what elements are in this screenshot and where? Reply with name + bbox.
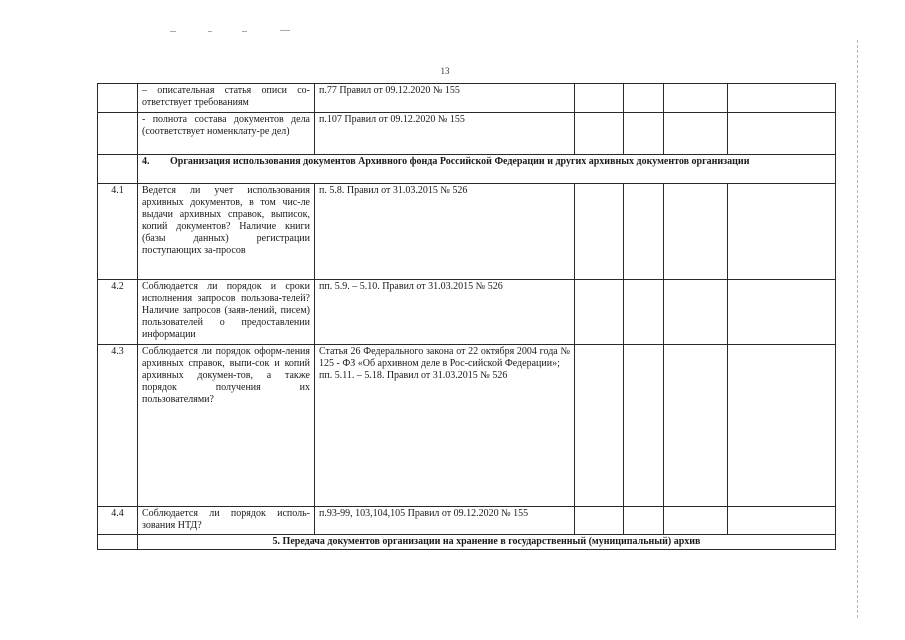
section-header-row xyxy=(98,535,836,550)
empty-cell xyxy=(624,280,664,345)
empty-cell xyxy=(728,345,836,507)
table-row xyxy=(98,184,836,280)
question-cell: Соблюдается ли порядок исполь-зования НТД? xyxy=(138,507,315,535)
question-cell: Соблюдается ли порядок и сроки исполнения запросов пользова-телей? Наличие запросов (заяв-лений, писем) пользователей о предоставлении информации xyxy=(138,280,315,345)
empty-cell xyxy=(575,84,624,113)
question-cell: – описательная статья описи со-ответствует требованиям xyxy=(138,84,315,113)
question-cell: Соблюдается ли порядок оформ-ления архивных справок, выпи-сок и копий архивных докумен-тов, а также порядок получения их пользователями? xyxy=(138,345,315,507)
table-row xyxy=(98,345,836,507)
empty-cell xyxy=(624,345,664,507)
table-row xyxy=(98,113,836,155)
empty-cell xyxy=(728,113,836,155)
empty-cell xyxy=(624,184,664,280)
empty-cell xyxy=(98,535,138,550)
reference-cell xyxy=(315,345,575,507)
empty-cell xyxy=(575,113,624,155)
empty-cell xyxy=(575,280,624,345)
empty-cell xyxy=(728,507,836,535)
reference-cell: пп. 5.9. – 5.10. Правил от 31.03.2015 № 526 xyxy=(315,280,575,345)
section-5-title: 5. Передача документов организации на хранение в государственный (муниципальный) архив xyxy=(138,535,836,550)
row-number: 4.1 xyxy=(98,184,138,280)
empty-cell xyxy=(575,507,624,535)
empty-cell xyxy=(664,84,728,113)
row-number xyxy=(98,113,138,155)
empty-cell xyxy=(98,155,138,184)
row-number: 4.3 xyxy=(98,345,138,507)
table-row xyxy=(98,280,836,345)
empty-cell xyxy=(728,184,836,280)
row-number: 4.2 xyxy=(98,280,138,345)
section-number: 4. xyxy=(142,156,150,167)
empty-cell xyxy=(664,113,728,155)
empty-cell xyxy=(664,507,728,535)
empty-cell xyxy=(664,184,728,280)
empty-cell xyxy=(624,84,664,113)
scan-edge-line xyxy=(857,40,858,620)
empty-cell xyxy=(624,507,664,535)
checklist-table xyxy=(97,83,836,550)
table-row xyxy=(98,507,836,535)
section-header-row xyxy=(98,155,836,184)
row-number: 4.4 xyxy=(98,507,138,535)
reference-line: пп. 5.11. – 5.18. Правил от 31.03.2015 № 526 xyxy=(319,370,508,381)
empty-cell xyxy=(728,84,836,113)
question-cell: - полнота состава документов дела (соответствует номенклату-ре дел) xyxy=(138,113,315,155)
row-number xyxy=(98,84,138,113)
empty-cell xyxy=(664,345,728,507)
empty-cell xyxy=(575,184,624,280)
reference-cell: п.77 Правил от 09.12.2020 № 155 xyxy=(315,84,575,113)
reference-line: Статья 26 Федерального закона от 22 октября 2004 года № 125 - ФЗ «Об архивном деле в Рос-сийской Федерации»; xyxy=(319,346,570,369)
reference-cell: п.107 Правил от 09.12.2020 № 155 xyxy=(315,113,575,155)
section-4-title xyxy=(138,155,836,184)
table-row xyxy=(98,84,836,113)
empty-cell xyxy=(728,280,836,345)
page-number: 13 xyxy=(440,66,450,76)
scan-artifact xyxy=(170,30,310,34)
empty-cell xyxy=(664,280,728,345)
question-cell: Ведется ли учет использования архивных документов, в том чис-ле выдачи архивных справок, выписок, копий документов? Наличие книги (базы данных) регистрации поступающих за-просов xyxy=(138,184,315,280)
reference-cell: п.93-99, 103,104,105 Правил от 09.12.2020 № 155 xyxy=(315,507,575,535)
section-title-text: Организация использования документов Архивного фонда Российской Федерации и других архивных документов организации xyxy=(170,156,750,167)
reference-cell: п. 5.8. Правил от 31.03.2015 № 526 xyxy=(315,184,575,280)
empty-cell xyxy=(575,345,624,507)
empty-cell xyxy=(624,113,664,155)
